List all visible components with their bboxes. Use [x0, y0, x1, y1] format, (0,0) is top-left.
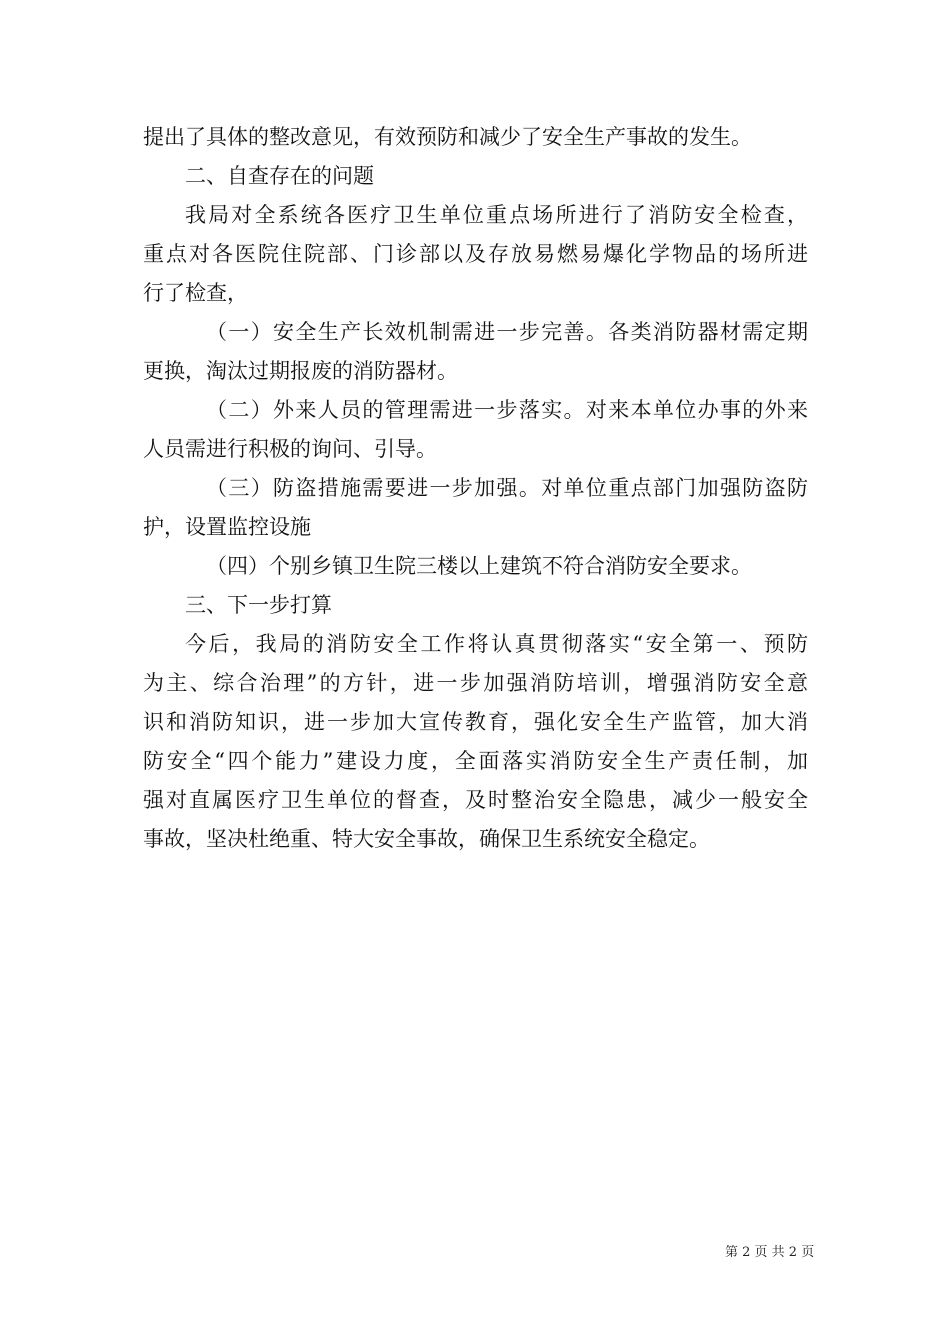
document-line: 人员需进行积极的询问、引导。 [143, 437, 437, 461]
document-line: 强对直属医疗卫生单位的督查，及时整治安全隐患，减少一般安全 [143, 788, 808, 812]
document-line: 我局对全系统各医疗卫生单位重点场所进行了消防安全检查， [185, 203, 808, 227]
document-line: 重点对各医院住院部、门诊部以及存放易燃易爆化学物品的场所进 [143, 242, 808, 266]
page-number-footer: 第 2 页 共 2 页 [725, 1245, 815, 1260]
document-line: 更换，淘汰过期报废的消防器材。 [143, 359, 458, 383]
document-line: （四）个别乡镇卫生院三楼以上建筑不符合消防安全要求。 [206, 554, 752, 578]
document-line: 提出了具体的整改意见，有效预防和减少了安全生产事故的发生。 [143, 125, 752, 149]
document-line: 为主、综合治理”的方针，进一步加强消防培训，增强消防安全意 [143, 671, 808, 695]
document-line: 防安全“四个能力”建设力度，全面落实消防安全生产责任制，加 [143, 749, 808, 773]
document-line: （一）安全生产长效机制需进一步完善。各类消防器材需定期 [206, 320, 808, 344]
document-line: 事故，坚决杜绝重、特大安全事故，确保卫生系统安全稳定。 [143, 827, 710, 851]
document-line: 今后，我局的消防安全工作将认真贯彻落实“安全第一、预防 [185, 632, 808, 656]
document-line: 识和消防知识，进一步加大宣传教育，强化安全生产监管，加大消 [143, 710, 808, 734]
document-line: 二、自查存在的问题 [185, 164, 374, 188]
document-line: 三、下一步打算 [185, 593, 332, 617]
document-line: 行了检查， [143, 281, 248, 305]
document-line: 护，设置监控设施 [143, 515, 311, 539]
document-line: （二）外来人员的管理需进一步落实。对来本单位办事的外来 [206, 398, 808, 422]
document-body [143, 118, 808, 859]
document-line: （三）防盗措施需要进一步加强。对单位重点部门加强防盗防 [206, 476, 808, 500]
